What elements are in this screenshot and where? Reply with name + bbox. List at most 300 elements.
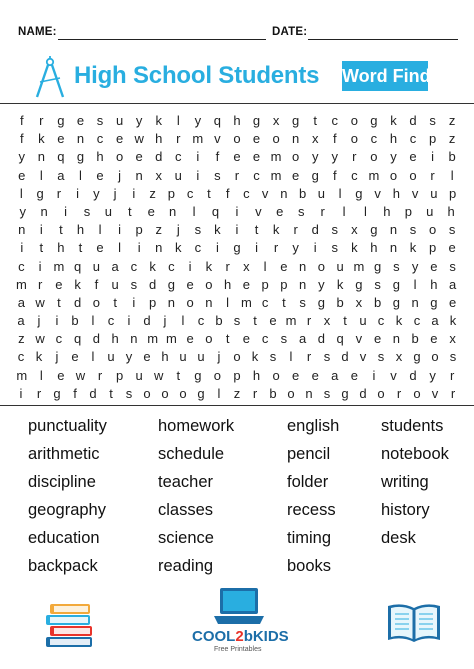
grid-letter: w	[134, 131, 144, 147]
grid-letter: u	[359, 313, 367, 329]
grid-letter: g	[392, 276, 400, 292]
grid-letter: w	[154, 367, 164, 383]
grid-letter: k	[409, 240, 417, 256]
grid-letter: l	[450, 167, 454, 183]
grid-letter: d	[409, 113, 417, 128]
word-item: desk	[381, 529, 416, 547]
grid-letter: e	[96, 167, 104, 183]
grid-letter: g	[76, 149, 85, 165]
grid-letter: d	[143, 313, 151, 329]
grid-letter: i	[196, 167, 200, 183]
grid-letter: e	[409, 149, 417, 165]
grid-letter: u	[336, 258, 344, 274]
grid-letter: o	[409, 167, 417, 183]
grid-letter: e	[147, 203, 155, 219]
grid-letter: e	[252, 131, 261, 147]
word-item: classes	[158, 501, 214, 519]
word-column-4	[381, 414, 449, 554]
grid-letter: w	[75, 367, 86, 383]
grid-letter: f	[19, 131, 24, 147]
grid-letter: c	[107, 313, 115, 329]
grid-letter: e	[311, 367, 319, 383]
grid-letter: q	[57, 149, 65, 165]
grid-letter: o	[205, 276, 213, 292]
grid-letter: o	[179, 385, 187, 401]
grid-letter: m	[240, 294, 252, 310]
grid-letter: o	[272, 367, 280, 383]
grid-letter: a	[111, 258, 119, 274]
grid-letter: n	[299, 276, 307, 292]
grid-row	[12, 312, 462, 330]
grid-row	[12, 367, 462, 385]
grid-letter: y	[318, 276, 325, 292]
grid-letter: d	[92, 331, 100, 347]
compass-icon	[30, 56, 70, 100]
grid-letter: c	[351, 167, 358, 183]
grid-letter: h	[76, 222, 85, 238]
grid-letter: m	[165, 331, 177, 347]
grid-letter: k	[205, 258, 213, 274]
grid-letter: g	[370, 113, 378, 128]
brand-part-b: bKIDS	[243, 628, 289, 645]
grid-letter: u	[197, 349, 205, 365]
grid-letter: q	[213, 113, 222, 128]
grid-letter: u	[179, 349, 187, 365]
grid-letter: l	[289, 349, 293, 365]
grid-letter: o	[370, 149, 378, 165]
grid-letter: b	[71, 313, 79, 329]
grid-letter: y	[331, 149, 339, 165]
grid-letter: r	[234, 167, 240, 183]
top-divider	[0, 103, 474, 104]
grid-letter: c	[55, 331, 63, 347]
grid-row	[12, 294, 462, 312]
word-item: teacher	[158, 473, 214, 491]
grid-letter: r	[306, 313, 312, 329]
grid-letter: e	[186, 331, 194, 347]
grid-letter: x	[272, 113, 280, 128]
title-badge: Word Find	[342, 61, 428, 91]
grid-letter: h	[430, 276, 438, 292]
grid-letter: c	[331, 113, 339, 128]
grid-letter: a	[299, 331, 307, 347]
grid-letter: i	[235, 203, 239, 219]
grid-letter: n	[411, 294, 419, 310]
grid-letter: i	[372, 367, 376, 383]
grid-letter: d	[74, 294, 82, 310]
grid-letter: l	[39, 367, 43, 383]
grid-letter: c	[197, 313, 205, 329]
grid-letter: e	[292, 367, 300, 383]
grid-letter: z	[233, 385, 241, 401]
grid-letter: y	[19, 203, 26, 219]
grid-letter: c	[413, 313, 421, 329]
grid-letter: b	[299, 185, 307, 201]
grid-letter: k	[336, 276, 344, 292]
word-item: students	[381, 417, 444, 435]
word-item: folder	[287, 473, 329, 491]
grid-letter: k	[175, 240, 182, 256]
grid-letter: s	[374, 276, 381, 292]
brand-logo	[192, 628, 289, 645]
grid-letter: h	[161, 349, 169, 365]
grid-letter: e	[374, 331, 382, 347]
grid-letter: t	[253, 313, 257, 329]
grid-letter: e	[18, 167, 26, 183]
grid-letter: v	[411, 185, 419, 201]
grid-letter: t	[207, 185, 211, 201]
grid-letter: e	[448, 240, 456, 256]
grid-letter: m	[147, 331, 159, 347]
grid-letter: s	[299, 294, 306, 310]
grid-letter: e	[57, 131, 65, 147]
grid-letter: f	[332, 167, 337, 183]
grid-letter: e	[276, 203, 284, 219]
grid-letter: r	[97, 367, 103, 383]
grid-letter: c	[261, 331, 269, 347]
grid-letter: r	[352, 149, 357, 165]
grid-letter: c	[377, 313, 385, 329]
grid-letter: i	[76, 185, 80, 201]
grid-letter: h	[252, 367, 261, 383]
grid-row	[12, 276, 462, 294]
grid-letter: k	[390, 113, 397, 128]
grid-letter: n	[18, 222, 26, 238]
grid-letter: i	[235, 222, 239, 238]
grid-letter: z	[448, 131, 456, 147]
grid-letter: d	[317, 331, 325, 347]
grid-letter: r	[225, 258, 230, 274]
grid-letter: n	[40, 203, 48, 219]
grid-letter: k	[214, 222, 221, 238]
grid-letter: m	[285, 313, 297, 329]
grid-letter: v	[355, 331, 363, 347]
grid-letter: d	[359, 385, 367, 401]
grid-letter: g	[194, 367, 202, 383]
grid-letter: d	[89, 385, 97, 401]
grid-letter: s	[429, 113, 436, 128]
grid-letter: h	[383, 203, 391, 219]
grid-letter: f	[215, 149, 220, 165]
grid-letter: e	[242, 276, 250, 292]
grid-letter: f	[94, 276, 99, 292]
word-item: backpack	[28, 557, 98, 575]
grid-letter: s	[449, 258, 456, 274]
word-item: pencil	[287, 445, 331, 463]
grid-letter: r	[449, 367, 455, 383]
grid-letter: y	[429, 367, 436, 383]
grid-letter: s	[269, 349, 277, 365]
letter-grid	[12, 112, 462, 403]
grid-letter: q	[74, 258, 82, 274]
grid-letter: p	[449, 185, 457, 201]
grid-letter: b	[374, 294, 382, 310]
grid-letter: w	[35, 331, 45, 347]
grid-letter: n	[37, 149, 45, 165]
grid-letter: p	[149, 294, 157, 310]
grid-letter: e	[430, 258, 438, 274]
grid-letter: s	[214, 167, 221, 183]
word-item: books	[287, 557, 332, 575]
grid-letter: h	[224, 276, 232, 292]
grid-letter: u	[430, 185, 438, 201]
grid-letter: p	[261, 276, 269, 292]
date-line	[308, 39, 458, 40]
grid-letter: d	[155, 149, 163, 165]
grid-letter: o	[431, 349, 439, 365]
grid-letter: e	[233, 149, 241, 165]
grid-letter: c	[194, 240, 202, 256]
grid-letter: k	[351, 240, 358, 256]
word-item: discipline	[28, 473, 96, 491]
grid-letter: e	[269, 313, 277, 329]
grid-letter: s	[194, 222, 202, 238]
grid-letter: v	[374, 185, 381, 201]
name-line	[58, 39, 266, 40]
grid-letter: l	[217, 385, 221, 401]
grid-letter: k	[149, 258, 156, 274]
word-column-1	[28, 414, 107, 582]
grid-letter: g	[233, 240, 241, 256]
grid-letter: n	[292, 131, 300, 147]
grid-letter: o	[287, 385, 295, 401]
grid-row	[12, 258, 462, 276]
grid-letter: p	[404, 203, 412, 219]
grid-letter: s	[449, 349, 457, 365]
grid-letter: h	[111, 331, 119, 347]
grid-row	[12, 167, 462, 185]
grid-letter: v	[390, 367, 397, 383]
grid-letter: o	[161, 385, 169, 401]
grid-letter: b	[336, 294, 344, 310]
footer	[0, 598, 474, 658]
grid-letter: o	[413, 385, 421, 401]
grid-letter: h	[233, 113, 241, 128]
grid-letter: r	[176, 131, 181, 147]
grid-letter: o	[233, 349, 241, 365]
grid-letter: s	[331, 222, 339, 238]
grid-letter: s	[448, 222, 456, 238]
word-item: arithmetic	[28, 445, 100, 463]
grid-letter: z	[149, 185, 156, 201]
grid-letter: l	[364, 203, 367, 219]
grid-letter: v	[255, 203, 262, 219]
grid-letter: e	[115, 131, 124, 147]
name-label: NAME:	[18, 26, 57, 38]
grid-row	[12, 348, 462, 366]
grid-letter: k	[395, 313, 403, 329]
grid-letter: n	[76, 131, 85, 147]
grid-letter: c	[409, 131, 417, 147]
grid-letter: o	[115, 149, 124, 165]
grid-letter: v	[359, 349, 367, 365]
grid-letter: m	[368, 167, 380, 183]
grid-letter: o	[377, 385, 385, 401]
grid-letter: m	[16, 367, 28, 383]
grid-letter: z	[18, 331, 25, 347]
grid-letter: i	[132, 294, 136, 310]
grid-letter: g	[36, 185, 44, 201]
grid-letter: a	[17, 313, 25, 329]
grid-letter: s	[130, 276, 138, 292]
grid-letter: q	[336, 331, 344, 347]
grid-letter: m	[192, 131, 204, 147]
grid-letter: s	[96, 113, 104, 128]
grid-letter: r	[293, 222, 298, 238]
grid-letter: l	[39, 167, 43, 183]
word-item: english	[287, 417, 340, 435]
grid-letter: u	[317, 185, 325, 201]
grid-letter: o	[317, 258, 325, 274]
grid-letter: r	[56, 185, 62, 201]
word-item: punctuality	[28, 417, 107, 435]
grid-letter: r	[430, 167, 435, 183]
grid-letter: n	[305, 385, 313, 401]
grid-letter: g	[311, 167, 319, 183]
grid-letter: y	[18, 149, 26, 165]
grid-letter: e	[280, 258, 288, 274]
grid-letter: h	[370, 240, 378, 256]
grid-letter: r	[396, 385, 402, 401]
grid-letter: g	[430, 294, 438, 310]
grid-letter: o	[92, 294, 100, 310]
grid-letter: n	[169, 203, 177, 219]
grid-letter: s	[323, 385, 331, 401]
grid-letter: c	[186, 185, 194, 201]
grid-letter: p	[167, 185, 175, 201]
grid-letter: e	[71, 349, 79, 365]
grid-letter: t	[225, 331, 230, 347]
brand-part-two: 2	[235, 628, 244, 645]
grid-letter: z	[448, 113, 456, 128]
word-item: recess	[287, 501, 336, 519]
grid-letter: i	[39, 222, 43, 238]
grid-letter: t	[128, 203, 132, 219]
grid-letter: o	[143, 385, 151, 401]
grid-letter: l	[338, 185, 342, 201]
grid-letter: y	[311, 149, 319, 165]
grid-letter: o	[233, 131, 241, 147]
grid-letter: c	[253, 167, 260, 183]
grid-letter: i	[127, 313, 131, 329]
grid-letter: g	[57, 113, 65, 128]
bottom-divider	[0, 405, 474, 406]
grid-letter: k	[272, 222, 280, 238]
grid-letter: k	[38, 131, 45, 147]
grid-letter: y	[135, 113, 143, 128]
grid-letter: l	[342, 203, 346, 219]
grid-letter: a	[431, 313, 439, 329]
grid-letter: c	[18, 258, 25, 274]
grid-letter: x	[243, 258, 250, 274]
grid-letter: l	[413, 276, 417, 292]
grid-letter: t	[343, 313, 347, 329]
grid-letter: p	[115, 367, 124, 383]
grid-letter: u	[104, 203, 113, 219]
grid-letter: j	[55, 349, 59, 365]
grid-row	[12, 130, 462, 148]
grid-letter: w	[35, 294, 45, 310]
grid-letter: r	[273, 240, 279, 256]
grid-letter: c	[243, 185, 250, 201]
grid-letter: x	[395, 349, 403, 365]
grid-letter: s	[323, 349, 331, 365]
grid-letter: t	[78, 240, 83, 256]
grid-letter: s	[280, 331, 288, 347]
grid-letter: c	[370, 131, 378, 147]
word-item: geography	[28, 501, 106, 519]
grid-letter: j	[217, 349, 221, 365]
grid-letter: g	[197, 385, 205, 401]
grid-letter: v	[214, 131, 221, 147]
grid-letter: y	[411, 258, 419, 274]
grid-letter: c	[168, 258, 175, 274]
grid-letter: n	[205, 294, 213, 310]
grid-letter: f	[332, 131, 337, 147]
grid-letter: u	[174, 167, 182, 183]
grid-letter: f	[225, 185, 230, 201]
grid-letter: b	[269, 385, 277, 401]
grid-letter: u	[92, 258, 100, 274]
grid-letter: g	[413, 349, 421, 365]
grid-letter: b	[215, 313, 223, 329]
grid-letter: y	[390, 149, 397, 165]
grid-letter: h	[447, 203, 455, 219]
grid-letter: p	[280, 276, 288, 292]
grid-letter: n	[280, 185, 288, 201]
grid-letter: x	[323, 313, 331, 329]
grid-letter: r	[252, 385, 258, 401]
grid-row	[12, 148, 462, 166]
grid-letter: x	[355, 294, 363, 310]
grid-letter: s	[409, 222, 417, 238]
grid-letter: l	[91, 313, 95, 329]
grid-letter: h	[155, 131, 163, 147]
grid-letter: x	[449, 331, 456, 347]
grid-letter: x	[351, 222, 358, 238]
grid-letter: m	[270, 149, 282, 165]
grid-letter: s	[393, 258, 400, 274]
grid-letter: d	[409, 367, 417, 383]
grid-letter: i	[55, 313, 59, 329]
grid-letter: d	[341, 349, 349, 365]
grid-letter: l	[181, 313, 185, 329]
grid-letter: n	[389, 222, 398, 238]
grid-letter: i	[64, 203, 67, 219]
grid-letter: o	[389, 167, 398, 183]
grid-letter: i	[20, 240, 24, 256]
grid-letter: t	[59, 222, 63, 238]
grid-letter: n	[155, 240, 163, 256]
grid-letter: e	[350, 367, 358, 383]
grid-letter: g	[317, 294, 325, 310]
grid-letter: s	[331, 240, 339, 256]
grid-letter: m	[353, 258, 365, 274]
grid-letter: h	[57, 240, 65, 256]
grid-letter: y	[93, 185, 100, 201]
grid-letter: n	[392, 331, 400, 347]
grid-letter: t	[313, 113, 318, 128]
grid-letter: o	[350, 131, 358, 147]
word-item: history	[381, 501, 430, 519]
grid-letter: o	[428, 222, 437, 238]
grid-letter: u	[107, 349, 115, 365]
grid-letter: r	[37, 276, 43, 292]
grid-letter: s	[233, 313, 241, 329]
grid-letter: s	[297, 203, 305, 219]
grid-letter: z	[155, 222, 162, 238]
grid-letter: x	[311, 131, 319, 147]
